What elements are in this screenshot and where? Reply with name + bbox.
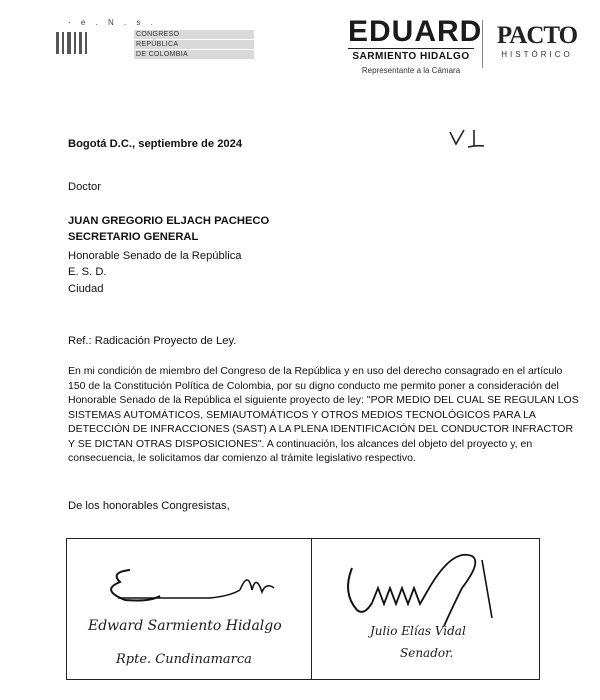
recipient-name: JUAN GREGORIO ELJACH PACHECO <box>68 215 270 227</box>
stamp-line: DE COLOMBIA <box>134 50 254 59</box>
logo-divider <box>482 20 483 68</box>
stamp-barcode-icon <box>48 24 108 64</box>
logo-role: Representante a la Cámara <box>361 66 461 75</box>
right-signature-mark <box>332 548 512 628</box>
left-signer-role: Rpte. Cundinamarca <box>116 652 252 667</box>
letter-body <box>68 364 579 466</box>
pacto-historico-logo <box>492 24 582 59</box>
signature-divider <box>311 538 312 680</box>
logo-name: EDUARD <box>348 15 483 48</box>
recipient-title: SECRETARIO GENERAL <box>68 231 199 243</box>
body-line: DETECCIÓN DE INFRACCIONES (SAST) A LA PLENA IDENTIFICACIÓN DEL CONDUCTOR INFRACTOR <box>68 423 574 435</box>
left-signer-name: Edward Sarmiento Hidalgo <box>88 618 282 634</box>
recipient-city: Ciudad <box>68 283 104 295</box>
congress-stamp <box>48 14 218 66</box>
reference-line: Ref.: Radicación Proyecto de Ley. <box>68 335 237 347</box>
body-line: Honorable Senado de la República el siguiente proyecto de ley: "POR MEDIO DEL CUAL SE REGULAN LOS <box>68 394 579 406</box>
stamp-line: REPÚBLICA <box>134 40 254 49</box>
recipient-esd: E. S. D. <box>68 266 107 278</box>
body-line: Y SE DICTAN OTRAS DISPOSICIONES". A continuación, los alcances del objeto del proyecto y, en <box>68 437 533 450</box>
stamp-marks: · e . N . s . <box>68 18 157 27</box>
stamp-text <box>134 30 254 60</box>
stamp-line: CONGRESO <box>134 30 254 39</box>
body-line: 150 de la Constitución Política de Colombia, por su digno conducto me permito poner a consideración del <box>68 379 559 392</box>
salutation: Doctor <box>68 181 101 193</box>
right-signer-name: Julio Elías Vidal <box>370 624 466 638</box>
logo-subtitle: SARMIENTO HIDALGO <box>348 48 474 62</box>
pacto-word: PACTO <box>496 22 578 49</box>
recipient-org: Honorable Senado de la República <box>68 250 242 262</box>
handwritten-annotation <box>444 124 504 154</box>
pacto-subtitle: HISTÓRICO <box>501 50 573 59</box>
body-line: En mi condición de miembro del Congreso de la República y en uso del derecho consagrado en el artículo <box>68 365 563 377</box>
body-line: SISTEMAS AUTOMÁTICOS, SEMIAUTOMÁTICOS Y OTROS MEDIOS TECNOLÓGICOS PARA LA <box>68 408 536 421</box>
right-signer-role: Senador. <box>400 646 454 660</box>
eduard-logo <box>348 15 483 75</box>
closing: De los honorables Congresistas, <box>68 500 230 512</box>
body-line: consecuencia, le solicitamos dar comienzo al trámite legislativo respectivo. <box>68 452 416 464</box>
letter-date: Bogotá D.C., septiembre de 2024 <box>68 138 243 150</box>
left-signature-mark <box>90 560 290 620</box>
